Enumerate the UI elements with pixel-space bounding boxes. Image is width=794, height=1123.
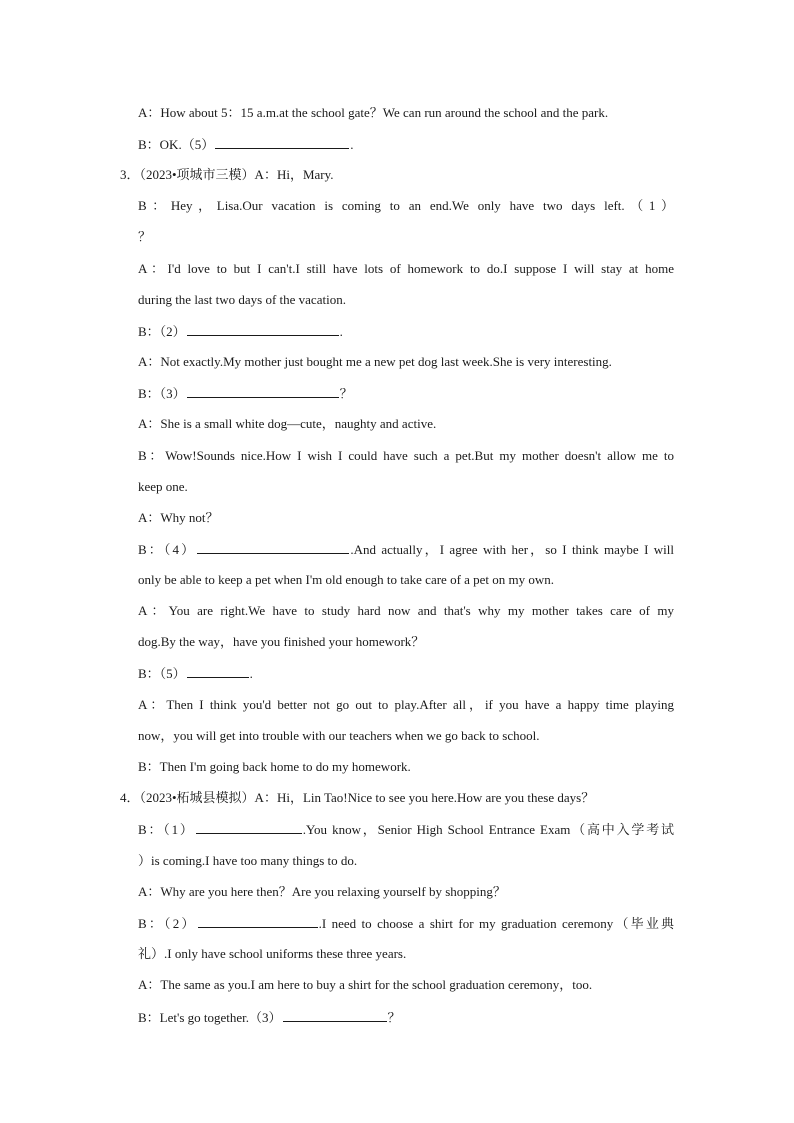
q4-line-7-suffix: ？ — [387, 1010, 401, 1025]
q3-line-16-prefix: B：（5） — [138, 666, 186, 681]
answer-blank-q2-5[interactable] — [215, 135, 349, 149]
answer-blank-q3-3[interactable] — [187, 384, 339, 398]
q3-line-5-suffix: . — [339, 324, 343, 339]
answer-blank-q3-2[interactable] — [187, 322, 339, 336]
answer-blank-q4-1[interactable] — [196, 820, 302, 834]
q3-line-7-suffix: ？ — [339, 386, 353, 401]
q3-line-7 — [138, 384, 353, 403]
q3-line-1-text: B：Hey，Lisa.Our vacation is coming to an end.We only have two days left.（1） — [138, 198, 674, 213]
q3-line-8 — [138, 415, 436, 433]
q4-line-6 — [138, 976, 592, 994]
q4-header-text: 4．（2023•柘城县模拟）A：Hi，Lin Tao!Nice to see you here.How are you these days？ — [120, 790, 595, 805]
q2-a-text: A：How about 5：15 a.m.at the school gate？We can run around the school and the park. — [138, 105, 609, 120]
q3-line-18 — [138, 727, 539, 745]
answer-blank-q4-3[interactable] — [283, 1008, 387, 1022]
q4-line-5 — [138, 945, 406, 963]
q3-line-9 — [138, 447, 674, 465]
q4-line-2-text: ）is coming.I have too many things to do. — [138, 853, 358, 868]
q3-line-5-prefix: B：（2） — [138, 324, 186, 339]
answer-blank-q3-4[interactable] — [197, 540, 349, 554]
q4-line-1-prefix: B：（1） — [138, 822, 195, 837]
q4-line-6-text: A：The same as you.I am here to buy a shirt for the school graduation ceremony，too. — [138, 977, 593, 992]
q3-line-11 — [138, 509, 219, 527]
q4-line-7 — [138, 1008, 401, 1027]
q3-line-4-text: during the last two days of the vacation. — [138, 292, 346, 307]
q4-line-2 — [138, 852, 357, 870]
q3-line-13-text: only be able to keep a pet when I'm old enough to take care of a pet on my own. — [138, 572, 555, 587]
answer-blank-q3-5[interactable] — [187, 664, 249, 678]
q3-line-13 — [138, 571, 554, 589]
q3-line-7-prefix: B：（3） — [138, 386, 186, 401]
q3-line-19-text: B：Then I'm going back home to do my homework. — [138, 759, 411, 774]
q3-line-18-text: now，you will get into trouble with our teachers when we go back to school. — [138, 728, 540, 743]
q3-line-17-text: A：Then I think you'd better not go out to play.After all，if you have a happy time playing — [138, 697, 674, 712]
q4-line-1-suffix: .You know，Senior High School Entrance Exam（高中入学考试 — [302, 822, 675, 837]
q3-line-2-text: ？ — [138, 229, 152, 244]
q4-line-3 — [138, 883, 506, 901]
q3-line-10 — [138, 478, 188, 496]
answer-blank-q4-2[interactable] — [198, 914, 318, 928]
q3-line-1 — [138, 197, 674, 215]
q3-line-16-suffix: . — [249, 666, 253, 681]
q2-dialogue-a — [138, 104, 608, 122]
q3-line-14-text: A：You are right.We have to study hard now and that's why my mother takes care of my — [138, 603, 674, 618]
q4-line-7-prefix: B：Let's go together.（3） — [138, 1010, 282, 1025]
q3-line-3-text: A：I'd love to but I can't.I still have lots of homework to do.I suppose I will stay at home — [138, 261, 674, 276]
q3-line-12 — [138, 540, 674, 559]
q3-line-12-suffix: .And actually，I agree with her，so I think maybe I will — [350, 542, 675, 557]
q3-header-text: 3．（2023•项城市三模）A：Hi，Mary. — [120, 167, 334, 182]
q4-line-4-prefix: B：（2） — [138, 916, 197, 931]
q3-line-15 — [138, 633, 424, 651]
q4-line-1 — [138, 820, 674, 839]
q3-line-5 — [138, 322, 343, 341]
q3-line-3 — [138, 260, 674, 278]
q4-line-4 — [138, 914, 674, 933]
q2-dialogue-b — [138, 135, 353, 154]
q3-line-10-text: keep one. — [138, 479, 188, 494]
q3-line-8-text: A：She is a small white dog—cute，naughty and active. — [138, 416, 437, 431]
q4-line-4-suffix: .I need to choose a shirt for my graduation ceremony（毕业典 — [318, 916, 675, 931]
q3-header — [120, 166, 334, 184]
q3-line-16 — [138, 664, 253, 683]
q2-b-prefix: B：OK.（5） — [138, 137, 215, 152]
q4-line-5-text: 礼）.I only have school uniforms these three years. — [138, 946, 407, 961]
q3-line-6 — [138, 353, 612, 371]
q4-line-3-text: A：Why are you here then？Are you relaxing yourself by shopping？ — [138, 884, 506, 899]
q3-line-19 — [138, 758, 411, 776]
q3-line-17 — [138, 696, 674, 714]
q3-line-11-text: A：Why not？ — [138, 510, 219, 525]
q2-b-suffix: . — [350, 137, 354, 152]
q3-line-14 — [138, 602, 674, 620]
q3-line-2 — [138, 228, 151, 246]
q3-line-9-text: B：Wow!Sounds nice.How I wish I could have such a pet.But my mother doesn't allow me to — [138, 448, 674, 463]
q3-line-12-prefix: B：（4） — [138, 542, 197, 557]
q4-header — [120, 789, 594, 807]
q3-line-15-text: dog.By the way，have you finished your homework？ — [138, 634, 425, 649]
q3-line-6-text: A：Not exactly.My mother just bought me a new pet dog last week.She is very interesting. — [138, 354, 612, 369]
q3-line-4 — [138, 291, 346, 309]
